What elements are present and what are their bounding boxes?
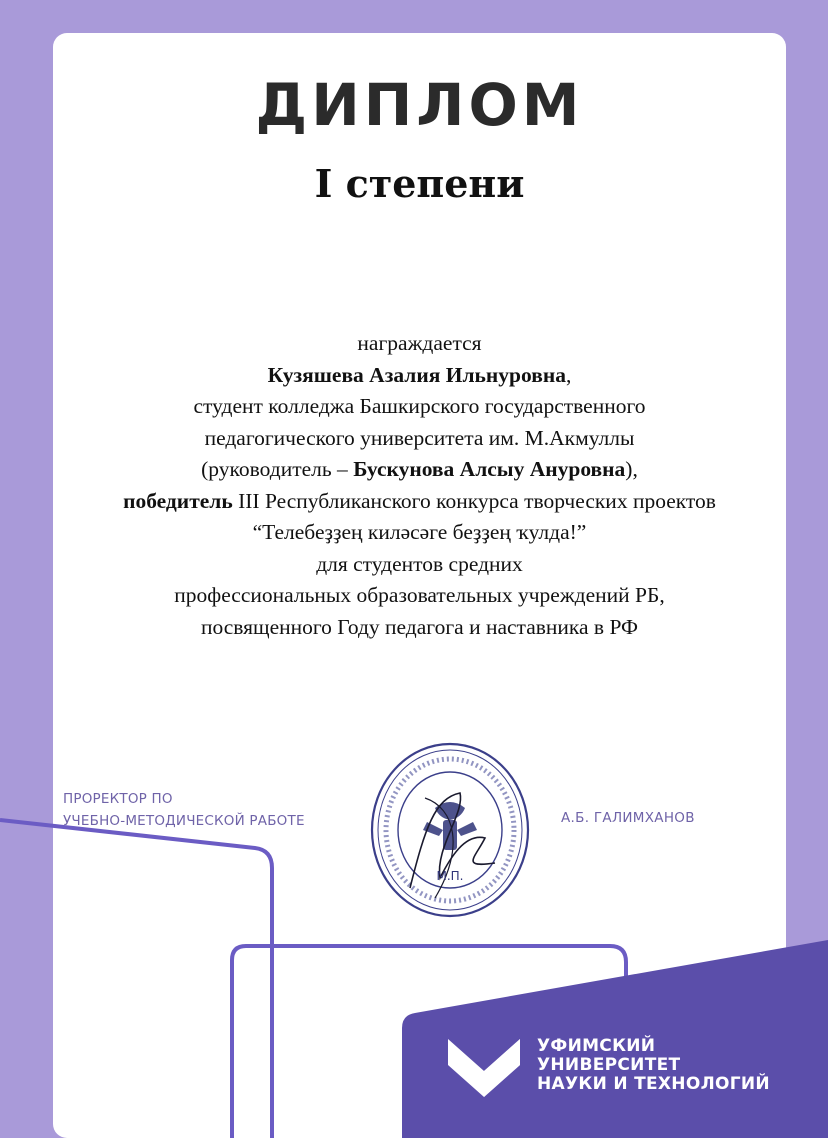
university-logo-icon bbox=[446, 1035, 522, 1105]
award-line: награждается bbox=[357, 331, 482, 355]
signer-role: ПРОРЕКТОР ПО УЧЕБНО-МЕТОДИЧЕСКОЙ РАБОТЕ bbox=[63, 791, 305, 829]
award-line: профессиональных образовательных учреждений РБ, bbox=[174, 583, 665, 607]
contest-title: “Телебеҙҙең киләсәге беҙҙең ҡулда!” bbox=[252, 520, 587, 544]
supervisor-name: Бускунова Алсыу Ануровна bbox=[353, 457, 626, 481]
diploma-degree: I степени bbox=[314, 161, 525, 206]
award-line: педагогического университета им. М.Акмуллы bbox=[204, 425, 635, 450]
award-line: студент колледжа Башкирского государственного bbox=[193, 394, 646, 418]
university-name: УФИМСКИЙ УНИВЕРСИТЕТ НАУКИ И ТЕХНОЛОГИЙ bbox=[537, 1036, 770, 1094]
seal-label: М.П. bbox=[436, 869, 464, 883]
signer-name: А.Б. ГАЛИМХАНОВ bbox=[561, 810, 695, 826]
supervisor-line: (руководитель – Бускунова Алсыу Ануровна), bbox=[201, 457, 638, 481]
winner-line: победитель III Республиканского конкурса творческих проектов bbox=[123, 488, 716, 513]
award-line: для студентов средних bbox=[316, 551, 523, 576]
recipient-name: Кузяшева Азалия Ильнуровна bbox=[267, 362, 566, 387]
diploma-title: ДИПЛОМ bbox=[255, 71, 584, 139]
award-line: посвященного Году педагога и наставника в РФ bbox=[200, 614, 639, 639]
recipient-line: Кузяшева Азалия Ильнуровна, bbox=[267, 362, 572, 387]
winner-label: победитель bbox=[123, 488, 233, 513]
